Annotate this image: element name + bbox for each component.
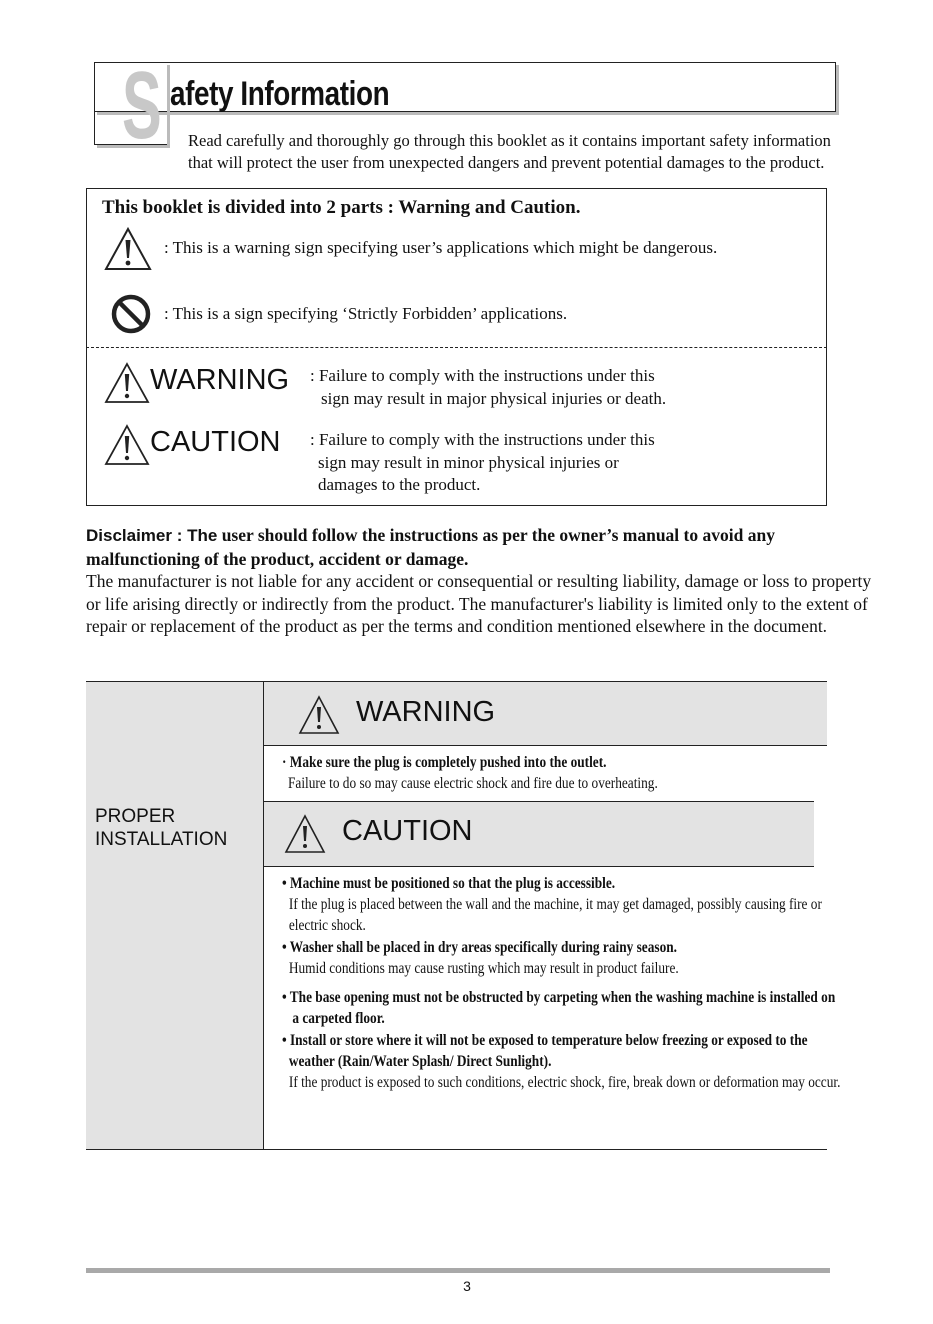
caution-item-2-bold: • Washer shall be placed in dry areas specifically during rainy season. (282, 939, 677, 956)
caution-desc-line-2: sign may result in minor physical injuries or (318, 452, 619, 472)
warning-item-bold: · Make sure the plug is completely pushed into the outlet. (282, 754, 607, 771)
warning-triangle-icon (298, 695, 340, 735)
warning-item (282, 752, 658, 794)
warning-label: WARNING (150, 364, 290, 396)
caution-item-2 (282, 937, 679, 979)
warning-band-label: WARNING (356, 696, 496, 728)
caution-item-4-text: If the product is exposed to such conditions, electric shock, fire, break down or deformation may occur. (288, 1074, 841, 1091)
disclaimer-label: Disclaimer : The (86, 526, 218, 545)
caution-item-3-bold-2: a carpeted floor. (292, 1010, 385, 1027)
warning-desc-line-1: : Failure to comply with the instructions under this (310, 366, 655, 385)
caution-item-3 (282, 987, 835, 1029)
caution-band-label: CAUTION (342, 815, 473, 847)
warning-triangle-icon (104, 362, 150, 404)
divider-dashed (86, 347, 827, 348)
section-label-line-1: PROPER (95, 806, 176, 827)
warning-triangle-icon (284, 814, 326, 854)
warning-band (264, 682, 827, 746)
caution-item-2-text: Humid conditions may cause rusting which may result in product failure. (288, 960, 679, 977)
caution-item-1 (282, 873, 822, 936)
intro-text (188, 130, 878, 174)
caution-desc-line-3: damages to the product. (318, 475, 481, 494)
caution-item-1-bold: • Machine must be positioned so that the plug is accessible. (282, 875, 616, 892)
caution-item-3-bold-1: • The base opening must not be obstructed by carpeting when the washing machine is installed on (282, 989, 836, 1006)
caution-item-4-bold-1: • Install or store where it will not be exposed to temperature below freezing or exposed to the (282, 1032, 808, 1049)
disclaimer (86, 524, 876, 638)
page-number: 3 (463, 1278, 471, 1294)
prohibited-icon (110, 293, 152, 335)
forbidden-sign-desc: : This is a sign specifying ‘Strictly Forbidden’ applications. (164, 304, 568, 323)
caution-item-1-text-1: If the plug is placed between the wall and the machine, it may get damaged, possibly causing fire or (288, 896, 822, 913)
section-label-cell (86, 682, 264, 1149)
title-initial: S (122, 52, 162, 159)
warning-desc-line-2: sign may result in major physical injuries or death. (321, 388, 667, 408)
warning-description (310, 365, 666, 410)
caution-description (310, 429, 655, 497)
table-bottom-rule (86, 1149, 827, 1150)
page-title: afety Information (170, 75, 390, 113)
intro-line-2: that will protect the user from unexpected dangers and prevent potential damages to the product. (188, 153, 825, 172)
footer-rule (86, 1268, 830, 1273)
intro-line-1: Read carefully and thoroughly go through this booklet as it contains important safety information (188, 131, 831, 150)
caution-item-4 (282, 1030, 840, 1093)
warning-triangle-icon (104, 227, 152, 271)
disclaimer-lead (86, 524, 876, 570)
caution-item-4-bold-2: weather (Rain/Water Splash/ Direct Sunlight). (288, 1053, 552, 1070)
parts-box-heading: This booklet is divided into 2 parts : Warning and Caution. (102, 197, 581, 218)
warning-sign-desc: : This is a warning sign specifying user’s applications which might be dangerous. (164, 238, 718, 257)
caution-desc-line-1: : Failure to comply with the instructions under this (310, 430, 655, 449)
section-label (95, 805, 227, 851)
caution-label: CAUTION (150, 426, 281, 458)
disclaimer-body: The manufacturer is not liable for any accident or consequential or resulting liability, damage or loss to property or life arising directly or indirectly from the product. The manufacturer's liability is limited only to the extent of repair or replacement of the product as per the terms and condition mentioned elsewhere in the document. (86, 571, 872, 636)
disclaimer-bold-text: user should follow the instructions as per the owner’s manual to avoid any malfunctioning of the product, accident or damage. (86, 525, 775, 569)
warning-item-text: Failure to do so may cause electric shock and fire due to overheating. (288, 775, 658, 792)
section-label-line-2: INSTALLATION (95, 829, 228, 850)
warning-triangle-icon (104, 424, 150, 466)
caution-item-1-text-2: electric shock. (288, 917, 366, 934)
